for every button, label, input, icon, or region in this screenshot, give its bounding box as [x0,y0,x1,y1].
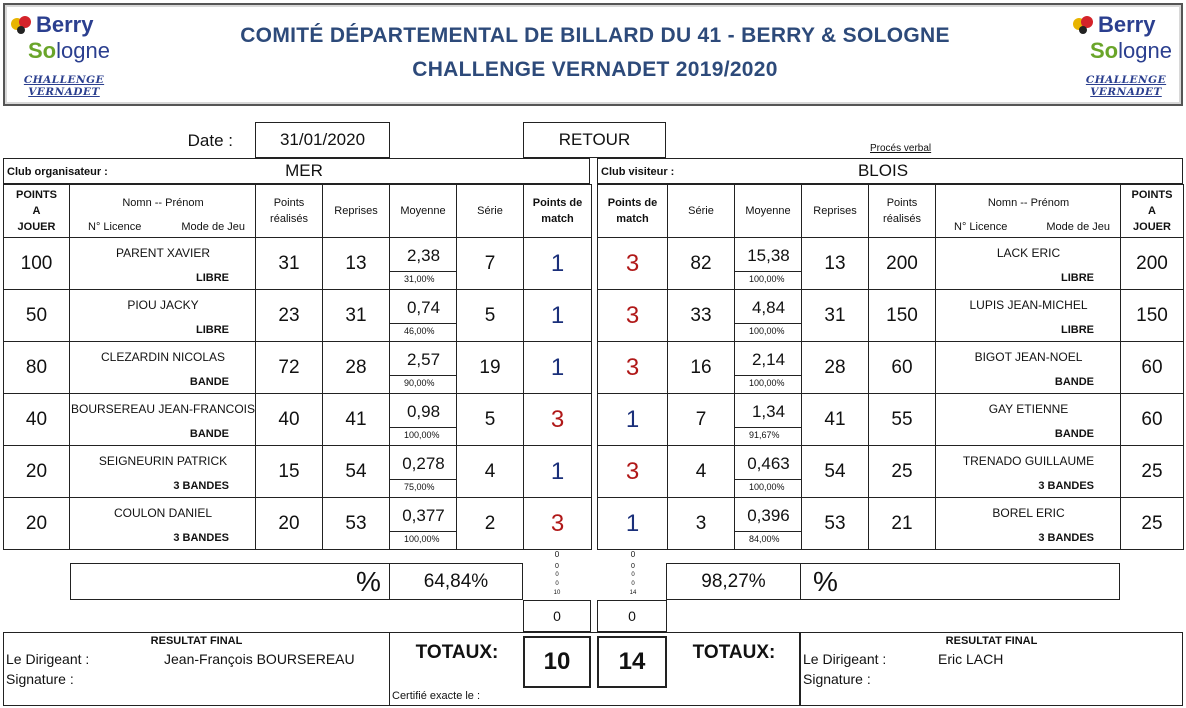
player-name-cell [935,289,1121,342]
totals-box [389,632,800,706]
home-totals-label: TOTAUX: [415,642,499,663]
date-value: 31/01/2020 [255,122,390,158]
reprises-cell: 31 [322,289,390,342]
points-a-jouer-header-line: JOUER [17,221,56,233]
points-match-cell: 3 [523,497,592,550]
points-a-jouer-header [1120,184,1184,238]
points-a-jouer-cell: 25 [1120,497,1184,550]
percentage-value: 100,00% [404,430,440,440]
reprises-header-text: Reprises [334,205,378,217]
points-realises-header-line: Points [273,197,305,209]
player-name: CLEZARDIN NICOLAS [100,350,226,364]
tiny-value: 0 [554,550,560,559]
logo-challenge: CHALLENGE [1085,74,1167,86]
logo-so: So [1090,38,1119,63]
points-a-jouer-header-line: A [32,205,41,217]
points-realises-header-line: réalisés [883,213,921,225]
reprises-cell: 28 [801,341,869,394]
serie-cell: 5 [456,393,524,446]
visitor-percent-total: 98,27% [667,564,801,599]
game-mode: LIBRE [196,272,229,284]
tiny-value: 0 [630,550,636,559]
moyenne-value: 2,57 [390,344,457,376]
visitor-percent-sign: % [813,566,838,597]
leg-label: RETOUR [523,122,666,158]
points-realises-header [255,184,323,238]
points-match-cell: 3 [597,289,668,342]
title-line-2: CHALLENGE VERNADET 2019/2020 [412,58,778,81]
points-match-cell: 3 [523,393,592,446]
points-a-jouer-cell: 60 [1120,341,1184,394]
visitor-dirigeant-label: Le Dirigeant : [803,651,887,667]
tiny-value: 0 [631,581,635,587]
points-realises-header-line: Points [886,197,918,209]
moyenne-cell [389,497,457,550]
name-column-header [935,184,1121,238]
game-mode: BANDE [189,428,229,440]
home-tiny-values [550,550,564,598]
logo-challenge: CHALLENGE [23,74,105,86]
moyenne-cell [734,289,802,342]
game-mode: LIBRE [1061,324,1094,336]
serie-header-text: Série [688,205,714,217]
reprises-cell: 13 [322,237,390,290]
billiard-balls-icon [10,14,32,36]
moyenne-cell [734,445,802,498]
tiny-value: 0 [631,572,635,578]
percentage-value: 31,00% [404,274,435,284]
visitor-result-title: RESULTAT FINAL [945,635,1038,647]
points-match-header [523,184,592,238]
player-name: LUPIS JEAN-MICHEL [969,298,1088,312]
points-a-jouer-cell: 100 [3,237,70,290]
serie-cell: 7 [667,393,735,446]
moyenne-cell [389,445,457,498]
tiny-value: 0 [555,572,559,578]
moyenne-cell [734,237,802,290]
player-name: BIGOT JEAN-NOEL [974,350,1083,364]
home-percent-box [70,563,390,600]
reprises-cell: 28 [322,341,390,394]
serie-header [667,184,735,238]
points-match-cell: 1 [523,237,592,290]
points-a-jouer-header [3,184,70,238]
player-name-cell [69,289,256,342]
percentage-value: 91,67% [749,430,780,440]
moyenne-value: 0,377 [390,500,457,532]
points-realises-cell: 72 [255,341,323,394]
mode-header: Mode de Jeu [181,221,245,233]
home-dirigeant-label: Le Dirigeant : [6,651,90,667]
title-line-1: COMITÉ DÉPARTEMENTAL DE BILLARD DU 41 - BERRY & SOLOGNE [240,24,950,47]
player-name-cell [935,393,1121,446]
points-a-jouer-cell: 50 [3,289,70,342]
moyenne-value: 0,278 [390,448,457,480]
points-realises-cell: 60 [868,341,936,394]
points-a-jouer-cell: 20 [3,445,70,498]
points-match-cell: 3 [597,237,668,290]
game-mode: 3 BANDES [173,480,229,492]
moyenne-value: 15,38 [735,240,802,272]
billiard-balls-icon [1072,14,1094,36]
player-name-cell [935,497,1121,550]
logo-berry-text: Berry [36,12,94,37]
mode-header: Mode de Jeu [1046,221,1110,233]
points-realises-cell: 55 [868,393,936,446]
moyenne-cell [734,341,802,394]
visitor-signature-label: Signature : [803,671,871,687]
moyenne-cell [389,237,457,290]
moyenne-value: 4,84 [735,292,802,324]
logo-logne: logne [56,38,110,63]
points-a-jouer-cell: 80 [3,341,70,394]
visitor-totals-label: TOTAUX: [692,642,776,663]
points-realises-cell: 25 [868,445,936,498]
points-match-header-line: Points de [532,197,583,209]
game-mode: BANDE [1054,428,1094,440]
points-a-jouer-header-line: A [1148,205,1156,217]
percentage-value: 84,00% [749,534,780,544]
home-club-row [3,158,590,184]
date-label: Date : [187,131,233,150]
percentage-value: 46,00% [404,326,435,336]
logo-sologne-text [1090,38,1172,64]
tiny-value: 0 [555,581,559,587]
reprises-cell: 41 [322,393,390,446]
points-realises-cell: 21 [868,497,936,550]
reprises-cell: 53 [322,497,390,550]
points-a-jouer-cell: 200 [1120,237,1184,290]
moyenne-header-text: Moyenne [400,205,446,217]
points-match-header-line: Points de [607,197,658,209]
player-name-cell [69,237,256,290]
points-realises-header-line: réalisés [270,213,308,225]
reprises-header-text: Reprises [813,205,857,217]
points-match-header [597,184,668,238]
player-name-cell [69,341,256,394]
moyenne-cell [734,497,802,550]
moyenne-value: 2,38 [390,240,457,272]
game-mode: 3 BANDES [1038,532,1094,544]
points-match-cell: 1 [597,393,668,446]
licence-header: N° Licence [88,221,142,233]
home-total: 10 [523,636,591,688]
points-realises-cell: 40 [255,393,323,446]
tiny-value: 10 [553,590,561,596]
points-realises-cell: 200 [868,237,936,290]
percentage-value: 100,00% [749,326,785,336]
home-club-name: MER [285,161,323,180]
points-realises-cell: 15 [255,445,323,498]
moyenne-cell [389,289,457,342]
logo-vernadet: VERNADET [1090,86,1162,98]
licence-header: N° Licence [954,221,1008,233]
points-realises-cell: 20 [255,497,323,550]
moyenne-header-text: Moyenne [745,205,791,217]
points-a-jouer-cell: 20 [3,497,70,550]
game-mode: 3 BANDES [1038,480,1094,492]
logo-berry-text: Berry [1098,12,1156,37]
player-name-cell [69,393,256,446]
points-match-cell: 3 [597,341,668,394]
logo-logne: logne [1118,38,1172,63]
logo-left [10,8,120,100]
player-name: GAY ETIENNE [988,402,1069,416]
points-realises-cell: 150 [868,289,936,342]
tiny-value: 14 [629,590,637,596]
moyenne-cell [389,341,457,394]
reprises-header [801,184,869,238]
player-name: LACK ERIC [996,246,1061,260]
points-a-jouer-header-line: JOUER [1133,221,1171,233]
player-name-cell [935,237,1121,290]
serie-cell: 4 [667,445,735,498]
game-mode: BANDE [189,376,229,388]
reprises-cell: 41 [801,393,869,446]
proces-verbal: Procés verbal [870,143,932,154]
points-match-cell: 1 [597,497,668,550]
visitor-dirigeant-name: Eric LACH [938,651,1004,667]
document-header [3,3,1183,106]
visitor-result-box [800,632,1183,706]
game-mode: LIBRE [196,324,229,336]
points-a-jouer-header-line: POINTS [1131,189,1173,201]
moyenne-value: 0,74 [390,292,457,324]
serie-cell: 19 [456,341,524,394]
serie-cell: 16 [667,341,735,394]
player-name-cell [935,341,1121,394]
serie-cell: 3 [667,497,735,550]
points-realises-cell: 31 [255,237,323,290]
reprises-cell: 54 [801,445,869,498]
serie-header [456,184,524,238]
home-zero: 0 [523,600,591,632]
points-match-cell: 3 [597,445,668,498]
logo-sologne-text [28,38,110,64]
reprises-cell: 31 [801,289,869,342]
game-mode: BANDE [1054,376,1094,388]
serie-cell: 7 [456,237,524,290]
player-name: BOURSEREAU JEAN-FRANCOIS [70,402,256,416]
player-name: SEIGNEURIN PATRICK [98,454,228,468]
reprises-cell: 13 [801,237,869,290]
home-result-box [3,632,390,706]
player-name-cell [69,445,256,498]
player-name: COULON DANIEL [113,506,213,520]
points-realises-cell: 23 [255,289,323,342]
serie-cell: 5 [456,289,524,342]
nom-prenom-header: Nomn -- Prénom [122,197,204,209]
logo-so: So [28,38,57,63]
visitor-club-name: BLOIS [857,161,909,180]
percentage-value: 100,00% [404,534,440,544]
points-match-header-line: match [616,213,649,225]
home-result-title: RESULTAT FINAL [150,635,243,647]
points-a-jouer-header-line: POINTS [16,189,57,201]
home-percent-total: 64,84% [389,563,523,600]
points-a-jouer-cell: 40 [3,393,70,446]
points-realises-header [868,184,936,238]
serie-cell: 33 [667,289,735,342]
visitor-club-row [597,158,1183,184]
logo-vernadet: VERNADET [28,86,100,98]
logo-right [1070,8,1180,100]
reprises-cell: 54 [322,445,390,498]
moyenne-value: 0,396 [735,500,802,532]
player-name: BOREL ERIC [992,506,1065,520]
player-name-cell [935,445,1121,498]
name-column-header [69,184,256,238]
player-name: PIOU JACKY [127,298,199,312]
reprises-header [322,184,390,238]
serie-cell: 82 [667,237,735,290]
points-match-header-line: match [541,213,574,225]
points-a-jouer-cell: 60 [1120,393,1184,446]
percentage-value: 100,00% [749,482,785,492]
serie-header-text: Série [477,205,503,217]
moyenne-header [389,184,457,238]
player-name: TRENADO GUILLAUME [962,454,1095,468]
percentage-value: 75,00% [404,482,435,492]
percentage-value: 100,00% [749,378,785,388]
visitor-percent-box [666,563,1120,600]
moyenne-value: 0,463 [735,448,802,480]
home-signature-label: Signature : [6,671,74,687]
points-a-jouer-cell: 150 [1120,289,1184,342]
tiny-value: 0 [631,563,635,570]
percentage-value: 90,00% [404,378,435,388]
serie-cell: 4 [456,445,524,498]
visitor-zero: 0 [597,600,667,632]
points-match-cell: 1 [523,341,592,394]
points-match-cell: 1 [523,445,592,498]
moyenne-cell [734,393,802,446]
home-dirigeant-name: Jean-François BOURSEREAU [164,651,355,667]
moyenne-value: 0,98 [390,396,457,428]
reprises-cell: 53 [801,497,869,550]
certifie-label: Certifié exacte le : [392,690,481,702]
percentage-value: 100,00% [749,274,785,284]
home-club-label: Club organisateur : [7,166,108,178]
nom-prenom-header: Nomn -- Prénom [987,197,1070,209]
serie-cell: 2 [456,497,524,550]
moyenne-cell [389,393,457,446]
player-name: PARENT XAVIER [115,246,211,260]
moyenne-header [734,184,802,238]
points-match-cell: 1 [523,289,592,342]
moyenne-value: 2,14 [735,344,802,376]
points-a-jouer-cell: 25 [1120,445,1184,498]
game-mode: 3 BANDES [173,532,229,544]
player-name-cell [69,497,256,550]
tiny-value: 0 [555,563,559,570]
game-mode: LIBRE [1061,272,1094,284]
visitor-tiny-values [626,550,640,598]
visitor-total: 14 [597,636,667,688]
moyenne-value: 1,34 [735,396,802,428]
visitor-club-label: Club visiteur : [601,166,675,178]
home-percent-sign: % [356,566,381,597]
